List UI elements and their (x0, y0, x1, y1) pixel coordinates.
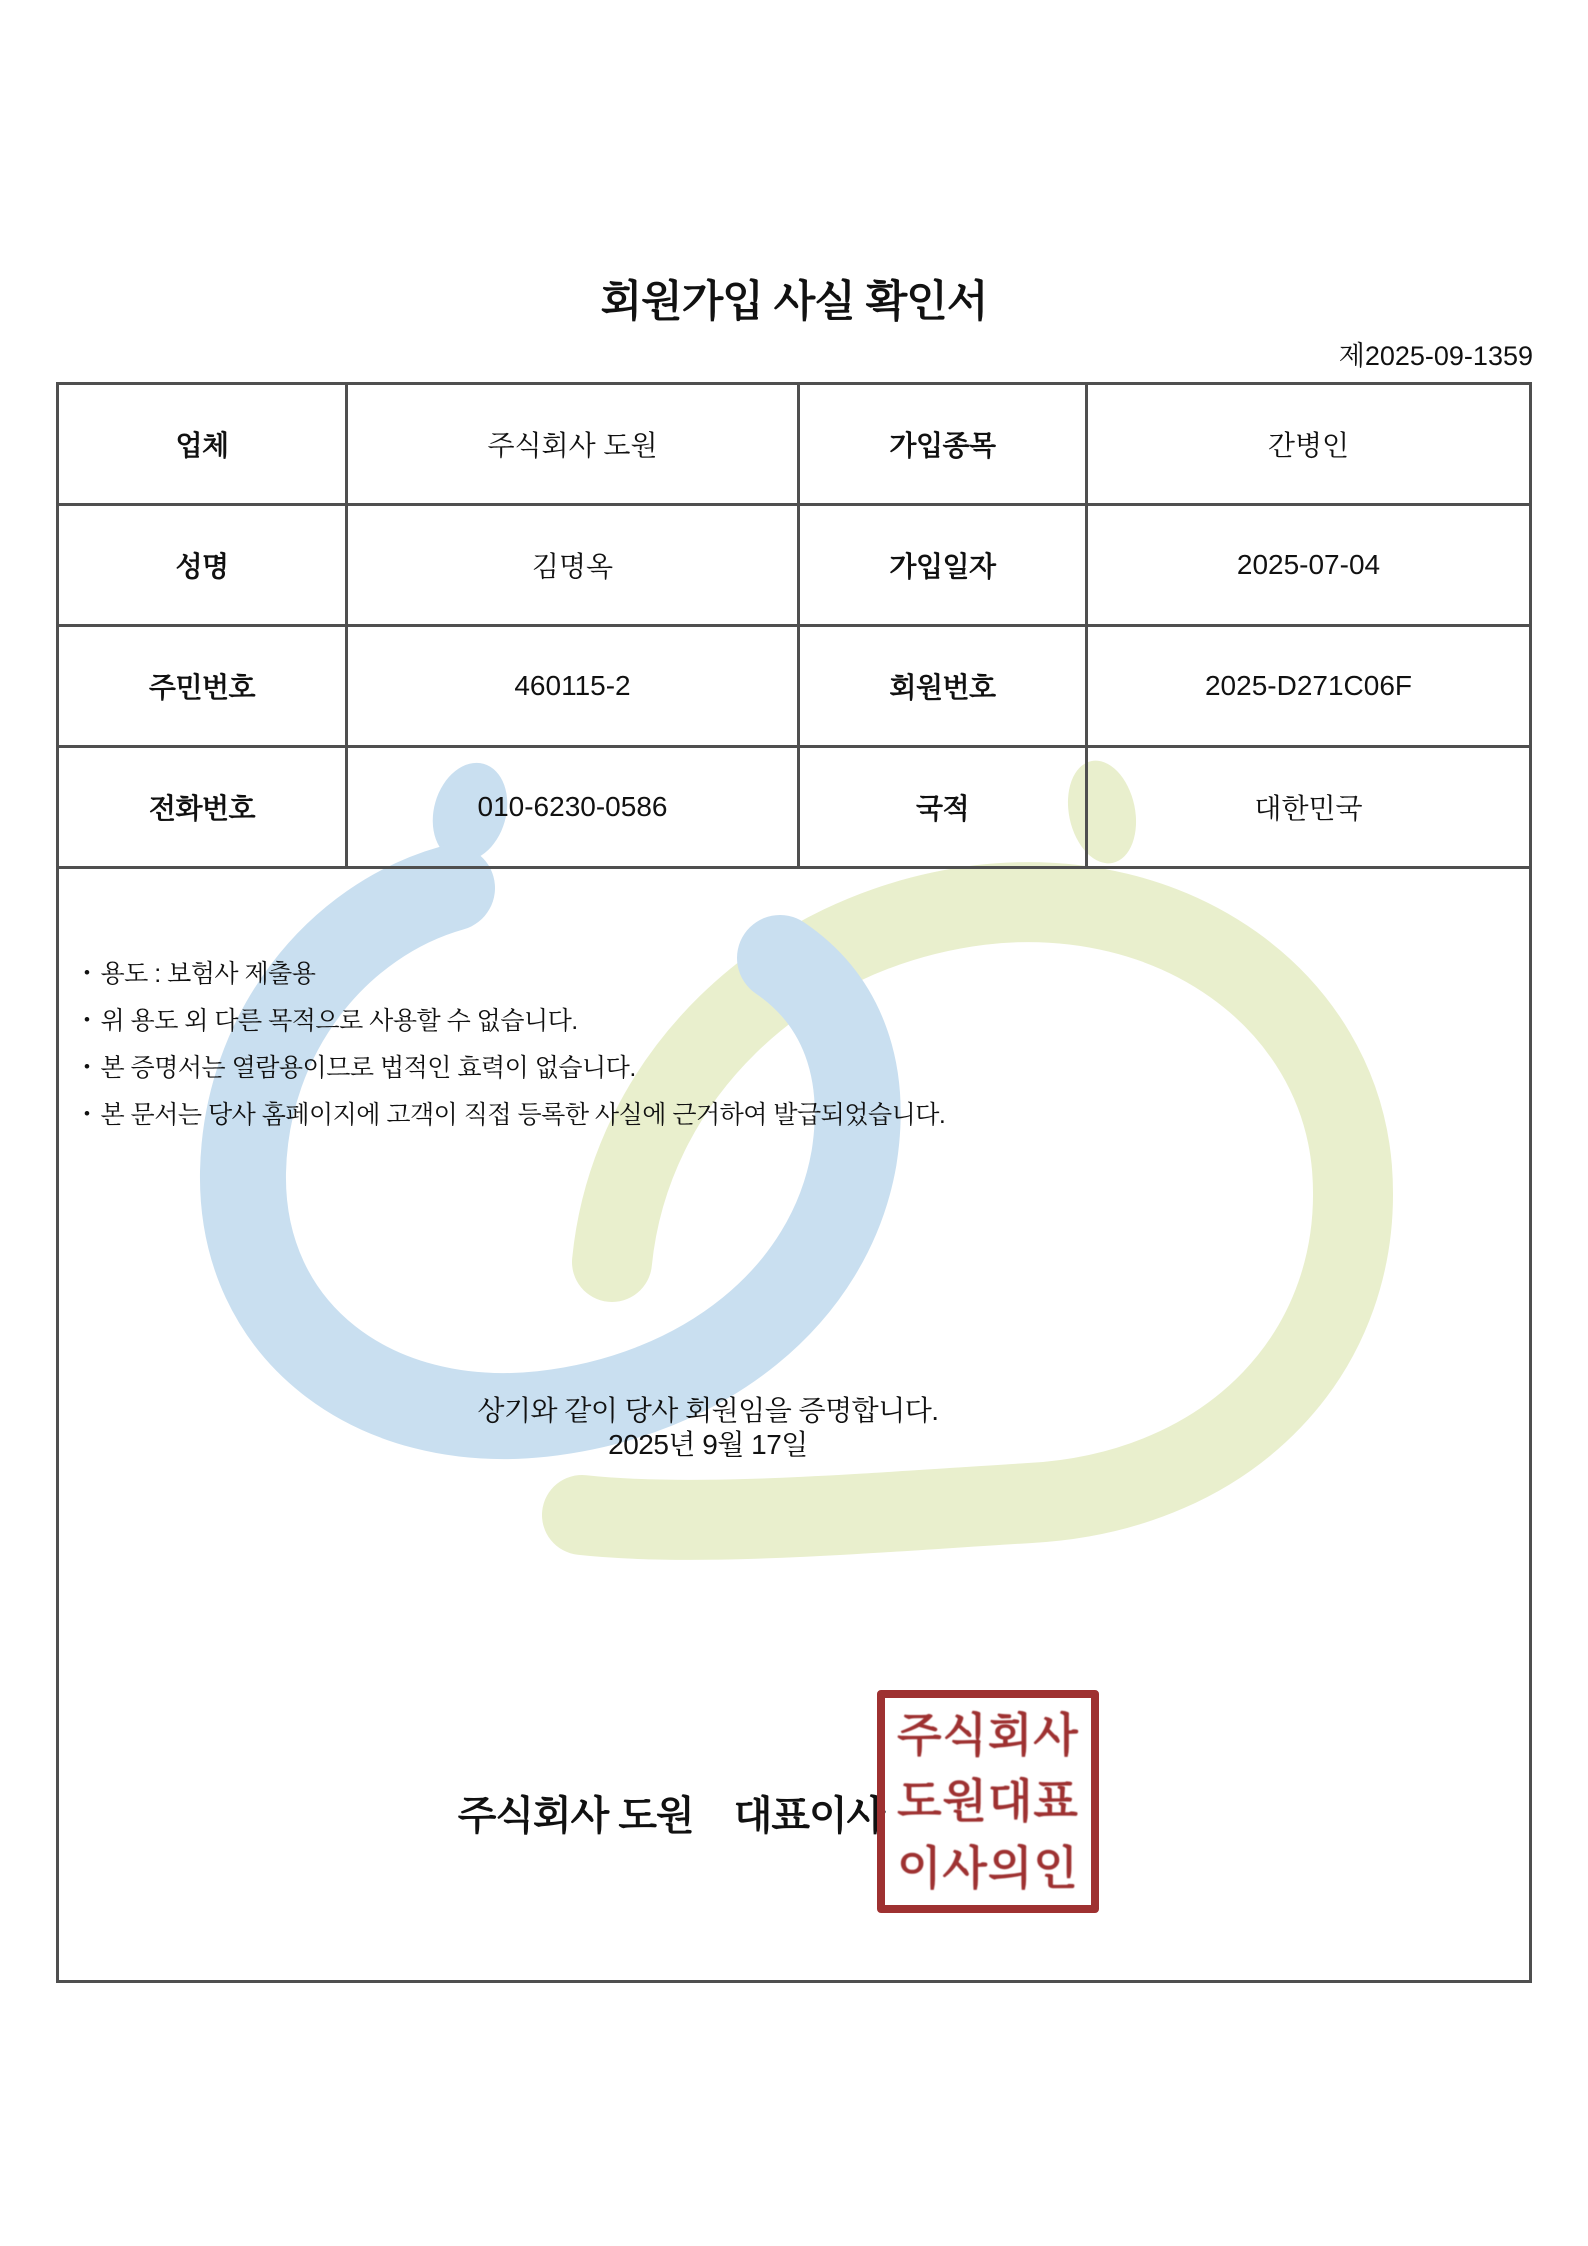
table-label-membership-type: 가입종목 (800, 385, 1088, 506)
signature-company: 주식회사 도원 (457, 1794, 694, 1838)
corporate-seal-stamp (877, 1690, 1099, 1913)
table-value-join-date: 2025-07-04 (1088, 506, 1529, 627)
table-label-nationality: 국적 (800, 748, 1088, 869)
member-info-table (59, 385, 1529, 869)
note-text: 위 용도 외 다른 목적으로 사용할 수 없습니다. (100, 1006, 578, 1035)
table-value-membership-type: 간병인 (1088, 385, 1529, 506)
page-title: 회원가입 사실 확인서 (600, 278, 988, 326)
table-label-phone: 전화번호 (59, 748, 348, 869)
usage-notes (84, 948, 945, 1136)
table-label-resident-number: 주민번호 (59, 627, 348, 748)
certificate-body-box (56, 382, 1532, 1983)
certification-date: 2025년 9월 17일 (608, 1429, 808, 1460)
bullet-icon: • (84, 1103, 90, 1123)
note-text: 본 증명서는 열람용이므로 법적인 효력이 없습니다. (100, 1053, 636, 1082)
note-text: 본 문서는 당사 홈페이지에 고객이 직접 등록한 사실에 근거하여 발급되었습니다. (100, 1100, 946, 1129)
table-label-name: 성명 (59, 506, 348, 627)
table-label-join-date: 가입일자 (800, 506, 1088, 627)
note-line-purpose (84, 948, 945, 995)
seal-text-row: 도원대표 (897, 1775, 1079, 1828)
certification-line: 상기와 같이 당사 회원임을 증명합니다. (477, 1395, 939, 1426)
table-value-name: 김명옥 (348, 506, 800, 627)
signature-role: 대표이사 (733, 1794, 885, 1838)
note-line-legal (84, 1042, 945, 1089)
bullet-icon: • (84, 1009, 90, 1029)
bullet-icon: • (84, 1056, 90, 1076)
table-value-member-number: 2025-D271C06F (1088, 627, 1529, 748)
document-number: 제2025-09-1359 (1338, 341, 1533, 371)
table-label-member-number: 회원번호 (800, 627, 1088, 748)
certification-statement (408, 1394, 1008, 1462)
table-value-company: 주식회사 도원 (348, 385, 800, 506)
table-label-company: 업체 (59, 385, 348, 506)
note-line-source (84, 1089, 945, 1136)
seal-text-row: 이사의인 (897, 1841, 1079, 1894)
note-line-restriction (84, 995, 945, 1042)
note-text: 용도 : 보험사 제출용 (100, 959, 316, 988)
table-value-nationality: 대한민국 (1088, 748, 1529, 869)
table-value-phone: 010-6230-0586 (348, 748, 800, 869)
table-value-resident-number: 460115-2 (348, 627, 800, 748)
bullet-icon: • (84, 962, 90, 982)
seal-text-row: 주식회사 (897, 1709, 1079, 1762)
